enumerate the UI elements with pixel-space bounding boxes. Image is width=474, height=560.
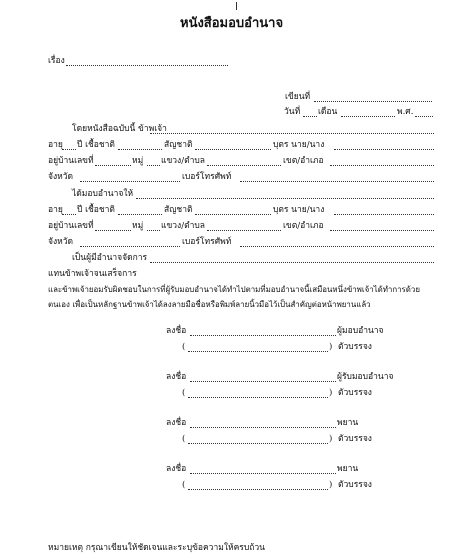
grantor-race-field[interactable]	[118, 149, 162, 150]
paren-open-grantee: (	[182, 388, 186, 398]
subject-field[interactable]	[66, 65, 228, 66]
sign-role-grantor: ผู้มอบอำนาจ	[337, 326, 384, 336]
grantor-district-label: เขต/อำเภอ	[283, 156, 324, 166]
sign-role-witness-2: พยาน	[337, 464, 359, 474]
grantee-parent-label: บุตร นาย/นาง	[273, 205, 325, 215]
header-tick	[236, 2, 237, 10]
sign-label-grantee: ลงชื่อ	[166, 372, 187, 382]
fullname-field-grantor[interactable]	[188, 351, 328, 352]
document-title: หนังสือมอบอำนาจ	[180, 16, 284, 31]
footer-note: หมายเหตุ กรุณาเขียนให้ชัดเจนและระบุข้อความให้ครบถ้วน	[48, 543, 265, 553]
year-field[interactable]	[415, 116, 433, 117]
year-label: พ.ศ.	[397, 107, 414, 117]
responsibility-line-1: และข้าพเจ้ายอมรับผิดชอบในการที่ผู้รับมอบอำนาจได้ทำไปตามที่มอบอำนาจนี้เสมือนหนึ่งข้าพเจ้าได้ทำการด้วย	[48, 285, 420, 294]
grantee-race-field[interactable]	[118, 214, 162, 215]
month-label: เดือน	[318, 107, 338, 117]
grantor-phone-label: เบอร์โทรศัพท์	[182, 172, 232, 182]
grantee-district-label: เขต/อำเภอ	[283, 221, 324, 231]
grantee-subdistrict-label: แขวง/ตำบล	[161, 221, 205, 231]
grantee-phone-field[interactable]	[240, 246, 434, 247]
grantor-moo-field[interactable]	[147, 165, 160, 166]
sign-field-grantor[interactable]	[190, 335, 336, 336]
paren-close-grantor: )	[329, 342, 333, 352]
grantee-moo-label: หมู่	[132, 221, 144, 231]
grantor-age-field[interactable]	[62, 149, 76, 150]
grantor-subdistrict-label: แขวง/ตำบล	[161, 156, 205, 166]
grantee-name-field[interactable]	[136, 198, 434, 199]
grantee-address-label: อยู่บ้านเลขที่	[48, 221, 94, 231]
fullname-label-witness-2: ตัวบรรจง	[338, 480, 372, 490]
sign-field-witness-1[interactable]	[190, 427, 336, 428]
purpose-field[interactable]	[150, 262, 434, 263]
grantor-phone-field[interactable]	[240, 181, 434, 182]
grantee-province-field[interactable]	[80, 246, 180, 247]
written-at-field[interactable]	[314, 101, 432, 102]
grantor-nationality-field[interactable]	[195, 149, 271, 150]
fullname-field-grantee[interactable]	[188, 397, 328, 398]
grantor-parent-field[interactable]	[334, 149, 434, 150]
sign-field-grantee[interactable]	[190, 381, 336, 382]
paren-close-witness-2: )	[329, 480, 333, 490]
subject-label: เรื่อง	[48, 56, 65, 66]
sign-label-grantor: ลงชื่อ	[166, 326, 187, 336]
sign-field-witness-2[interactable]	[190, 473, 336, 474]
grantor-province-field[interactable]	[80, 181, 180, 182]
grantee-address-field[interactable]	[95, 230, 131, 231]
grantee-moo-field[interactable]	[147, 230, 160, 231]
sign-label-witness-2: ลงชื่อ	[166, 464, 187, 474]
fullname-label-witness-1: ตัวบรรจง	[338, 434, 372, 444]
purpose-label: เป็นผู้มีอำนาจจัดการ	[72, 253, 148, 263]
grantee-age-label: อายุ	[48, 205, 63, 215]
grantor-race-label: ปี เชื้อชาติ	[77, 140, 115, 150]
grantor-moo-label: หมู่	[132, 156, 144, 166]
grantor-district-field[interactable]	[330, 165, 434, 166]
responsibility-line-2: ตนเอง เพื่อเป็นหลักฐานข้าพเจ้าได้ลงลายมือชื่อหรือพิมพ์ลายนิ้วมือไว้เป็นสำคัญต่อหน้าพยานแล้ว	[48, 300, 371, 309]
grantor-name-field[interactable]	[150, 133, 434, 134]
paren-open-witness-2: (	[182, 480, 186, 490]
date-field[interactable]	[303, 116, 317, 117]
grantee-race-label: ปี เชื้อชาติ	[77, 205, 115, 215]
grantor-intro: โดยหนังสือฉบับนี้ ข้าพเจ้า	[72, 124, 167, 134]
paren-open-grantor: (	[182, 342, 186, 352]
grantor-nationality-label: สัญชาติ	[164, 140, 193, 150]
grantee-phone-label: เบอร์โทรศัพท์	[182, 237, 232, 247]
grantee-nationality-label: สัญชาติ	[164, 205, 193, 215]
paren-close-grantee: )	[329, 388, 333, 398]
grantee-parent-field[interactable]	[334, 214, 434, 215]
fullname-label-grantee: ตัวบรรจง	[338, 388, 372, 398]
grantee-province-label: จังหวัด	[48, 237, 74, 247]
fullname-field-witness-1[interactable]	[188, 443, 328, 444]
grantee-subdistrict-field[interactable]	[207, 230, 281, 231]
grantor-subdistrict-field[interactable]	[207, 165, 281, 166]
sign-role-grantee: ผู้รับมอบอำนาจ	[337, 372, 394, 382]
sign-label-witness-1: ลงชื่อ	[166, 418, 187, 428]
grantee-district-field[interactable]	[330, 230, 434, 231]
grantee-nationality-field[interactable]	[195, 214, 271, 215]
behalf-line: แทนข้าพเจ้าจนเสร็จการ	[48, 269, 137, 279]
grantee-intro: ได้มอบอำนาจให้	[72, 189, 134, 199]
sign-role-witness-1: พยาน	[337, 418, 359, 428]
date-label: วันที่	[284, 107, 301, 117]
grantor-parent-label: บุตร นาย/นาง	[273, 140, 325, 150]
written-at-label: เขียนที่	[285, 92, 311, 102]
month-field[interactable]	[341, 116, 395, 117]
fullname-label-grantor: ตัวบรรจง	[338, 342, 372, 352]
grantee-age-field[interactable]	[62, 214, 76, 215]
paren-open-witness-1: (	[182, 434, 186, 444]
fullname-field-witness-2[interactable]	[188, 489, 328, 490]
grantor-address-label: อยู่บ้านเลขที่	[48, 156, 94, 166]
grantor-age-label: อายุ	[48, 140, 63, 150]
paren-close-witness-1: )	[329, 434, 333, 444]
grantor-address-field[interactable]	[95, 165, 131, 166]
grantor-province-label: จังหวัด	[48, 172, 74, 182]
